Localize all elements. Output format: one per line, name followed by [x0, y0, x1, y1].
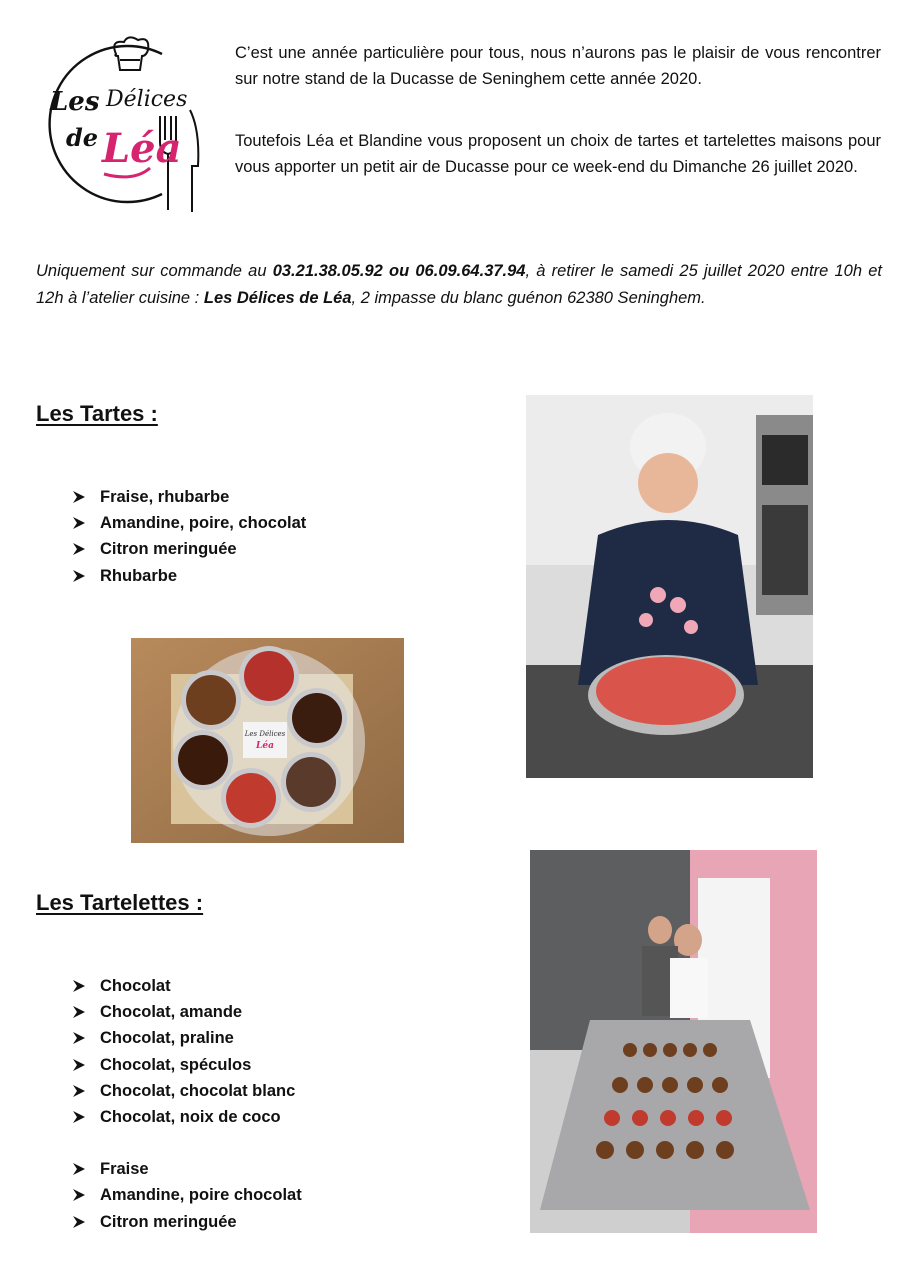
- tartelettes-list: [72, 973, 302, 1235]
- tray-label-a: Les Délices: [244, 730, 286, 738]
- arrow-bullet-icon: [72, 1162, 100, 1176]
- list-item: Chocolat, amande: [72, 999, 302, 1025]
- list-item: Chocolat: [72, 973, 302, 999]
- list-item: Citron meringuée: [72, 1209, 302, 1235]
- list-item: Amandine, poire, chocolat: [72, 510, 306, 536]
- tartes-heading: Les Tartes :: [36, 401, 158, 426]
- list-item: Citron meringuée: [72, 536, 306, 562]
- tartelettes-heading: Les Tartelettes :: [36, 890, 204, 915]
- logo-text-delices: Délices: [106, 87, 188, 112]
- order-suffix: , 2 impasse du blanc guénon 62380 Seninghem.: [351, 289, 706, 307]
- list-item: Fraise: [72, 1156, 302, 1182]
- intro-paragraph-2: Toutefois Léa et Blandine vous proposent un choix de tartes et tartelettes maisons pour vous apporter un petit air de Ducasse pour ce week-end du Dimanche 26 juillet 2020.: [235, 132, 881, 176]
- tartes-list: [72, 484, 306, 589]
- arrow-bullet-icon: [72, 1058, 100, 1072]
- team-tartelettes-photo: [530, 850, 817, 1233]
- arrow-bullet-icon: [72, 542, 100, 556]
- order-info: [36, 258, 882, 312]
- list-spacer: [72, 1130, 302, 1156]
- intro-paragraph-1: C’est une année particulière pour tous, nous n’aurons pas le plaisir de vous rencontrer sur notre stand de la Ducasse de Seninghem cette année 2020.: [235, 44, 881, 88]
- arrow-bullet-icon: [72, 1005, 100, 1019]
- list-item: Chocolat, noix de coco: [72, 1104, 302, 1130]
- arrow-bullet-icon: [72, 516, 100, 530]
- chef-hat-icon: [114, 37, 148, 70]
- list-item: Chocolat, chocolat blanc: [72, 1078, 302, 1104]
- logo-text-lea: Léa: [102, 125, 182, 172]
- tray-label-b: Léa: [256, 741, 274, 751]
- list-item: Amandine, poire chocolat: [72, 1182, 302, 1208]
- arrow-bullet-icon: [72, 1084, 100, 1098]
- order-business: Les Délices de Léa: [203, 289, 352, 307]
- arrow-bullet-icon: [72, 1215, 100, 1229]
- arrow-bullet-icon: [72, 1031, 100, 1045]
- logo-text-les: Les: [50, 87, 100, 117]
- list-item: Chocolat, spéculos: [72, 1052, 302, 1078]
- logo: [44, 34, 209, 216]
- tartelettes-tray-photo: [131, 638, 404, 843]
- order-phones: 03.21.38.05.92 ou 06.09.64.37.94: [272, 262, 526, 280]
- order-middle: , à retirer le samedi 25 juillet 2020 entre 10h et 12h à l’atelier cuisine :: [36, 262, 883, 307]
- logo-text-de: de: [66, 123, 99, 152]
- arrow-bullet-icon: [72, 979, 100, 993]
- arrow-bullet-icon: [72, 490, 100, 504]
- knife-icon: [190, 110, 198, 212]
- list-item: Chocolat, praline: [72, 1025, 302, 1051]
- order-prefix: Uniquement sur commande au: [36, 262, 273, 280]
- arrow-bullet-icon: [72, 1110, 100, 1124]
- lea-strawberry-tart-photo: [526, 395, 813, 778]
- list-item: Fraise, rhubarbe: [72, 484, 306, 510]
- arrow-bullet-icon: [72, 569, 100, 583]
- arrow-bullet-icon: [72, 1188, 100, 1202]
- list-item: Rhubarbe: [72, 563, 306, 589]
